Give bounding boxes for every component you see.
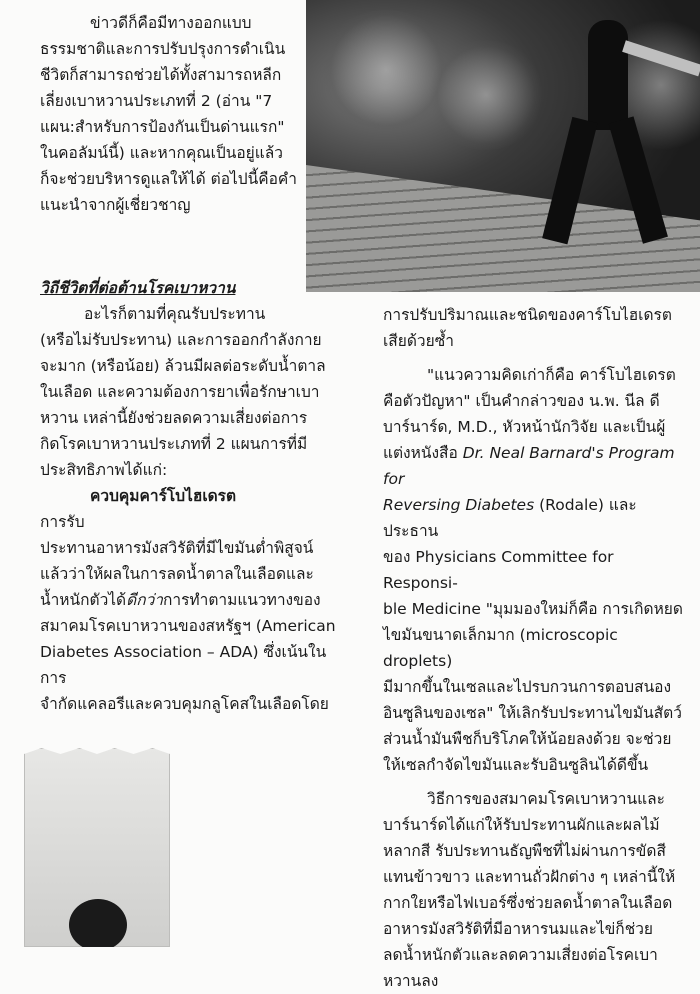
paragraph-line: ประสิทธิภาพได้แก่: [40, 461, 168, 479]
paragraph-line [40, 587, 340, 613]
paragraph-line: คือตัวปัญหา" เป็นคำกล่าวของ น.พ. นีล ดี [383, 392, 660, 410]
paragraph-line: (หรือไม่รับประทาน) และการออกกำลังกาย [40, 331, 322, 349]
paragraph-line [383, 492, 683, 544]
book-title: Reversing Diabetes [383, 496, 535, 514]
paragraph-line: การปรับปริมาณและชนิดของคาร์โบไฮเดรต [383, 306, 672, 324]
paragraph-line: อะไรก็ตามที่คุณรับประทาน [84, 305, 266, 323]
intro-line: ชีวิตก็สามารถช่วยได้ทั้งสามารถหลีก [40, 66, 282, 84]
paragraph-line: แทนข้าวขาว และทานถั่วฝักต่าง ๆ เหล่านี้ให้ [383, 868, 676, 886]
paragraph-line: แล้วว่าให้ผลในการลดน้ำตาลในเลือดและ [40, 565, 314, 583]
intro-line: ในคอลัมน์นี้) และหากคุณเป็นอยู่แล้ว [40, 144, 283, 162]
paragraph-line: ประทานอาหารมังสวิรัติที่มีไขมันต่ำพิสูจน์ [40, 539, 314, 557]
packet-photo [24, 748, 170, 947]
dark-spot [69, 899, 127, 951]
paragraph-line: ให้เซลกำจัดไขมันและรับอินซูลินได้ดีขึ้น [383, 756, 649, 774]
tai-chi-photo [306, 0, 700, 292]
paragraph-line: กากใยหรือไฟเบอร์ซึ่งช่วยลดน้ำตาลในเลือด [383, 894, 673, 912]
carb-item-title: ควบคุมคาร์โบไฮเดรต [90, 487, 237, 505]
paragraph-line: "แนวความคิดเก่าก็คือ คาร์โบไฮเดรต [427, 366, 676, 384]
text-run: แต่งหนังสือ [383, 444, 463, 462]
paragraph-line: สมาคมโรคเบาหวานของสหรัฐฯ (American [40, 617, 336, 635]
book-title: Dr. Neal Barnard's Program for [383, 444, 675, 488]
right-column [383, 302, 683, 994]
text-run: น้ำหนักตัวได้ [40, 591, 127, 609]
paragraph-line: อาหารมังสวิรัติที่มีอาหารนมและไข่ก็ช่วย [383, 920, 654, 938]
emphasis-text: ดีกว่า [126, 591, 163, 609]
paragraph-line: จะมาก (หรือน้อย) ล้วนมีผลต่อระดับน้ำตาล [40, 357, 326, 375]
paragraph-line [383, 440, 683, 492]
paragraph-line: หวานลง [383, 972, 439, 990]
paragraph-line: จำกัดแคลอรีและควบคุมกลูโคสในเลือดโดย [40, 695, 329, 713]
paragraph-line: ble Medicine "มุมมองใหม่ก็คือ การเกิดหยด [383, 600, 683, 618]
paragraph-line: กิดโรคเบาหวานประเภทที่ 2 แผนการที่มี [40, 435, 308, 453]
intro-line: แผน:สำหรับการป้องกันเป็นด่านแรก" [40, 118, 285, 136]
paragraph-line: เสียด้วยซ้ำ [383, 332, 454, 350]
intro-line: ธรรมชาติและการปรับปรุงการดำเนิน [40, 40, 286, 58]
text-run: (Rodale) และประธาน [383, 496, 637, 540]
paragraph-line: ส่วนน้ำมันพืชก็บริโภคให้น้อยลงด้วย จะช่วย [383, 730, 672, 748]
paragraph-line: ของ Physicians Committee for Responsi- [383, 548, 614, 592]
intro-line: เลี่ยงเบาหวานประเภทที่ 2 (อ่าน "7 [40, 92, 273, 110]
left-column [40, 275, 340, 717]
paragraph-line: หวาน เหล่านี้ยังช่วยลดความเสี่ยงต่อการ [40, 409, 308, 427]
paragraph-line: Diabetes Association – ADA) ซึ่งเน้นในการ [40, 643, 327, 687]
section-heading: วิถีชีวิตที่ต่อต้านโรคเบาหวาน [40, 279, 236, 297]
carb-item-title-line [40, 483, 340, 535]
person-figure [568, 0, 638, 250]
paragraph-line: มีมากขึ้นในเซลและไปรบกวนการตอบสนอง [383, 678, 672, 696]
text-run: การทำตามแนวทางของ [163, 591, 321, 609]
paragraph-line: วิธีการของสมาคมโรคเบาหวานและ [427, 790, 665, 808]
paragraph-line: บาร์นาร์ด, M.D., หัวหน้านักวิจัย และเป็นผู้ [383, 418, 666, 436]
intro-line: ข่าวดีก็คือมีทางออกแบบ [90, 14, 252, 32]
carb-item-title-suffix: การรับ [40, 513, 85, 531]
intro-line: แนะนำจากผู้เชี่ยวชาญ [40, 196, 191, 214]
intro-line: ก็จะช่วยบริหารดูแลให้ได้ ต่อไปนี้คือคำ [40, 170, 297, 188]
paragraph-line: ในเลือด และความต้องการยาเพื่อรักษาเบา [40, 383, 320, 401]
paragraph-line: ลดน้ำหนักตัวและลดความเสี่ยงต่อโรคเบา [383, 946, 658, 964]
paragraph-line: ไขมันขนาดเล็กมาก (microscopic droplets) [383, 626, 618, 670]
paragraph-line: หลากสี รับประทานธัญพืชที่ไม่ผ่านการขัดสี [383, 842, 666, 860]
intro-paragraph [40, 10, 298, 218]
paragraph-line: อินซูลินของเซล" ให้เลิกรับประทานไขมันสัตว์ [383, 704, 682, 722]
paragraph-line: บาร์นาร์ดได้แก่ให้รับประทานผักและผลไม้ [383, 816, 660, 834]
